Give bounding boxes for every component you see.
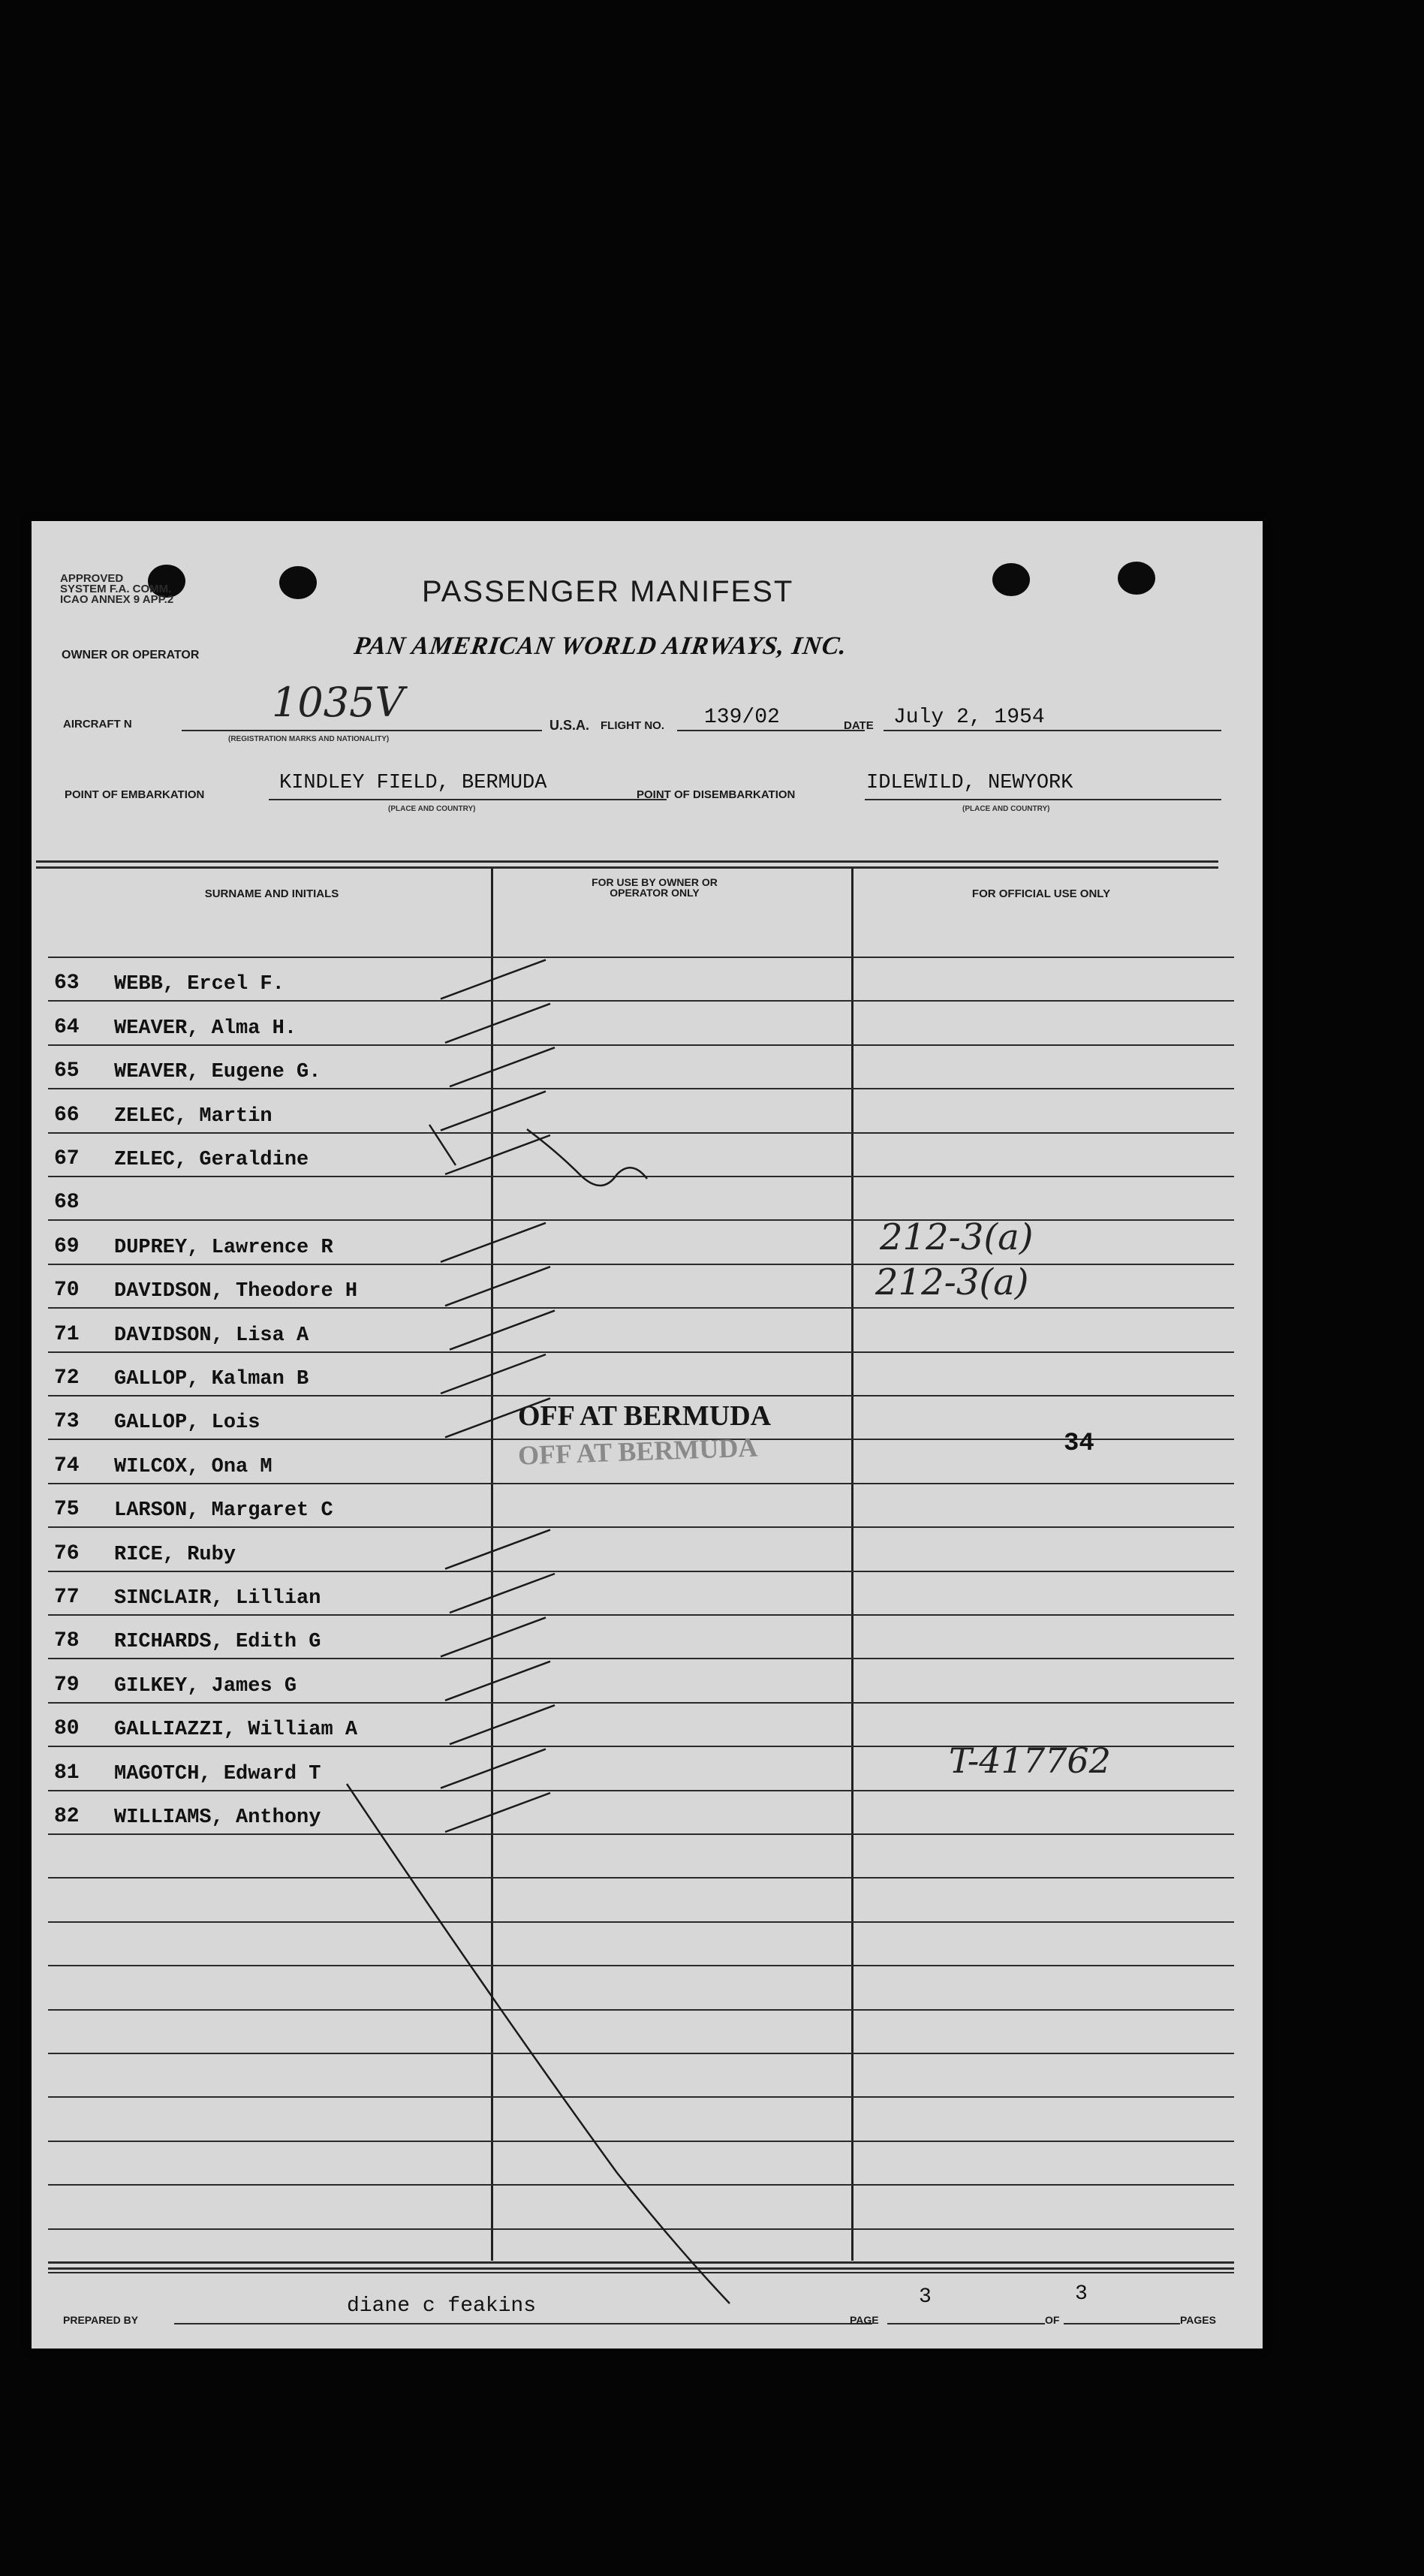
aircraft-number: 1035V — [272, 679, 405, 726]
passenger-number: 76 — [54, 1542, 80, 1565]
passenger-name: LARSON, Margaret C — [114, 1499, 333, 1522]
disembarkation-value: IDLEWILD, NEWYORK — [866, 772, 1073, 794]
check-stroke — [441, 960, 546, 999]
check-stroke — [441, 1354, 546, 1393]
page-number: 3 — [919, 2285, 932, 2309]
check-stroke — [445, 1398, 550, 1437]
column-header-surname: SURNAME AND INITIALS — [204, 887, 339, 900]
passenger-number: 74 — [54, 1454, 80, 1478]
passenger-name: WEBB, Ercel F. — [114, 973, 284, 996]
official-annotation: T-417762 — [949, 1740, 1111, 1781]
diagonal-strike-line — [347, 1784, 730, 2303]
check-stroke — [445, 1135, 550, 1174]
passenger-number: 69 — [54, 1235, 80, 1258]
approval-line: SYSTEM F.A. COMM. — [60, 583, 172, 595]
passenger-name: RICE, Ruby — [114, 1544, 236, 1566]
check-stroke — [445, 1004, 550, 1043]
passenger-name: WEAVER, Eugene G. — [114, 1061, 321, 1083]
manifest-sheet — [32, 521, 1263, 2349]
passenger-number: 67 — [54, 1147, 80, 1170]
passenger-name: MAGOTCH, Edward T — [114, 1763, 321, 1785]
embarkation-value: KINDLEY FIELD, BERMUDA — [279, 772, 547, 794]
check-stroke — [450, 1311, 555, 1350]
off-at-bermuda-stamp: OFF AT BERMUDA — [518, 1400, 772, 1432]
check-stroke — [450, 1705, 555, 1744]
passenger-number: 81 — [54, 1761, 80, 1785]
passenger-number: 79 — [54, 1674, 80, 1697]
check-stroke — [441, 1223, 546, 1262]
disembarkation-label: POINT OF DISEMBARKATION — [637, 788, 796, 801]
passenger-number: 77 — [54, 1586, 80, 1609]
passenger-name: DAVIDSON, Theodore H — [114, 1280, 358, 1303]
check-stroke — [441, 1092, 546, 1131]
passenger-name: DUPREY, Lawrence R — [114, 1237, 333, 1259]
passenger-number: 71 — [54, 1323, 80, 1346]
passenger-name: ZELEC, Martin — [114, 1105, 272, 1128]
official-annotation: 34 — [1064, 1430, 1094, 1458]
passenger-number: 63 — [54, 972, 80, 995]
approval-line: APPROVED — [60, 572, 124, 585]
date-value: July 2, 1954 — [893, 706, 1045, 729]
passenger-name: WILCOX, Ona M — [114, 1456, 272, 1478]
passenger-number: 70 — [54, 1279, 80, 1302]
disembarkation-note: (PLACE AND COUNTRY) — [962, 805, 1050, 813]
official-annotation: 212-3(a) — [880, 1216, 1034, 1258]
passenger-number: 72 — [54, 1366, 80, 1390]
prepared-by-label: PREPARED BY — [63, 2314, 139, 2326]
check-stroke — [445, 1530, 550, 1569]
check-stroke — [441, 1617, 546, 1656]
passenger-number: 75 — [54, 1498, 80, 1521]
passenger-number: 78 — [54, 1629, 80, 1653]
column-header-owner-use: FOR USE BY OWNER OR OPERATOR ONLY — [592, 876, 718, 899]
scribble-mark — [429, 1125, 647, 1186]
page-label: PAGE — [850, 2314, 879, 2326]
aircraft-label: AIRCRAFT N — [63, 718, 132, 731]
total-pages: 3 — [1075, 2282, 1088, 2306]
handwritten-marks — [32, 521, 1263, 2349]
passenger-name: SINCLAIR, Lillian — [114, 1587, 321, 1610]
check-stroke — [445, 1662, 550, 1701]
official-annotation: 212-3(a) — [875, 1261, 1029, 1303]
pages-label: PAGES — [1180, 2314, 1216, 2326]
prepared-by-value: diane c feakins — [347, 2294, 537, 2318]
of-label: OF — [1045, 2314, 1060, 2326]
passenger-number: 66 — [54, 1104, 80, 1127]
date-label: DATE — [844, 719, 874, 732]
passenger-name: GALLOP, Lois — [114, 1412, 260, 1434]
check-stroke — [441, 1749, 546, 1788]
passenger-number: 68 — [54, 1191, 80, 1214]
approval-line: ICAO ANNEX 9 APP.2 — [60, 593, 174, 606]
flight-number-value: 139/02 — [704, 706, 780, 729]
owner-operator-label: OWNER OR OPERATOR — [62, 649, 200, 661]
registration-note: (REGISTRATION MARKS AND NATIONALITY) — [228, 735, 390, 743]
passenger-name: ZELEC, Geraldine — [114, 1149, 309, 1171]
usa-label: U.S.A. — [549, 718, 590, 733]
check-stroke — [450, 1574, 555, 1613]
passenger-number: 73 — [54, 1410, 80, 1433]
passenger-number: 65 — [54, 1059, 80, 1083]
passenger-number: 82 — [54, 1805, 80, 1828]
passenger-name: RICHARDS, Edith G — [114, 1631, 321, 1653]
page-title: PASSENGER MANIFEST — [422, 575, 794, 608]
passenger-name: GALLIAZZI, William A — [114, 1719, 358, 1741]
check-stroke — [445, 1267, 550, 1306]
passenger-name: WILLIAMS, Anthony — [114, 1806, 321, 1829]
passenger-name: WEAVER, Alma H. — [114, 1017, 297, 1040]
embarkation-note: (PLACE AND COUNTRY) — [388, 805, 476, 813]
off-at-bermuda-stamp: OFF AT BERMUDA — [517, 1432, 758, 1471]
flight-number-label: FLIGHT NO. — [601, 719, 664, 732]
passenger-name: GILKEY, James G — [114, 1675, 297, 1698]
company-name: PAN AMERICAN WORLD AIRWAYS, INC. — [352, 632, 849, 660]
check-stroke — [445, 1793, 550, 1832]
check-stroke — [450, 1047, 555, 1086]
embarkation-label: POINT OF EMBARKATION — [65, 788, 205, 801]
column-header-official-use: FOR OFFICIAL USE ONLY — [971, 887, 1111, 900]
passenger-number: 80 — [54, 1717, 80, 1740]
passenger-name: DAVIDSON, Lisa A — [114, 1324, 309, 1347]
passenger-name: GALLOP, Kalman B — [114, 1368, 309, 1390]
passenger-number: 64 — [54, 1016, 80, 1039]
